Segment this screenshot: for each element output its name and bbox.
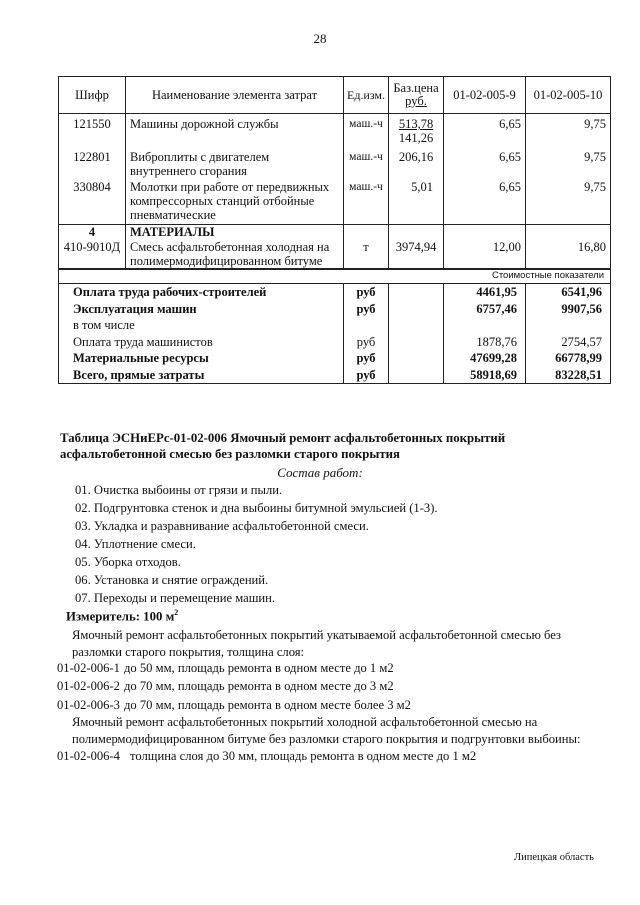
row-name: Молотки при работе от передвижных компрессорных станций отбойные пневматические: [126, 180, 344, 225]
row-name: Машины дорожной службы: [126, 114, 344, 150]
section-code: 4: [59, 225, 126, 240]
header-unit: Ед.изм.: [344, 77, 389, 114]
code-line: 01-02-006-3 до 70 мм, площадь ремонта в одном месте более 3 м2: [57, 697, 411, 712]
row-code: 122801: [59, 150, 126, 180]
work-item: 04. Уплотнение смеси.: [75, 537, 196, 551]
work-item: 05. Уборка отходов.: [75, 555, 181, 569]
summary-row: Эксплуатация машин руб 6757,46 9907,56: [59, 301, 611, 318]
row-code: 121550: [59, 114, 126, 150]
header-col-005-9: 01-02-005-9: [444, 77, 526, 114]
row-unit: маш.-ч: [344, 180, 389, 225]
row-unit: маш.-ч: [344, 114, 389, 150]
row-value-005-10: 9,75: [526, 114, 611, 150]
row-value-005-9: 6,65: [444, 180, 526, 225]
header-base-price: Баз.цена руб.: [389, 77, 444, 114]
works-title: Состав работ:: [277, 465, 363, 480]
work-item: 03. Укладка и разравнивание асфальтобетонной смеси.: [75, 519, 369, 533]
row-price: 206,16: [389, 150, 444, 180]
description-cold-mix: Ямочный ремонт асфальтобетонных покрытий холодной асфальтобетонной смесью на полимермодифицированном битуме без разломки старого покрытия и подгрунтовки выбоины:: [72, 715, 581, 746]
row-price: 513,78 141,26: [389, 114, 444, 150]
codes-list-2: [57, 747, 476, 765]
table-row: [59, 114, 611, 150]
work-item: 06. Установка и снятие ограждений.: [75, 573, 269, 587]
row-value-005-10: 16,80: [526, 240, 611, 270]
table-row: [59, 240, 611, 270]
work-item: 02. Подгрунтовка стенок и дна выбоины битумной эмульсией (1-3).: [75, 501, 438, 515]
work-item: 01. Очистка выбоины от грязи и пыли.: [75, 483, 283, 497]
summary-row: Материальные ресурсы руб 47699,28 66778,99: [59, 350, 611, 367]
resource-table: [58, 76, 611, 270]
section-row-materials: [59, 225, 611, 240]
code-line: 01-02-006-2 до 70 мм, площадь ремонта в одном месте до 3 м2: [57, 679, 394, 694]
summary-row-total: Всего, прямые затраты руб 58918,69 83228,51: [59, 367, 611, 384]
row-value-005-10: 9,75: [526, 150, 611, 180]
cost-caption: Стоимостные показатели: [59, 269, 611, 284]
summary-row: Оплата труда рабочих-строителей руб 4461,95 6541,96: [59, 284, 611, 301]
works-list: [75, 481, 438, 607]
page-number: 28: [313, 31, 327, 46]
footer-region: Липецкая область: [514, 852, 594, 863]
table-row: [59, 180, 611, 225]
row-code: 330804: [59, 180, 126, 225]
work-item: 07. Переходы и перемещение машин.: [75, 591, 276, 605]
row-value-005-9: 12,00: [444, 240, 526, 270]
row-unit: т: [344, 240, 389, 270]
row-value-005-9: 6,65: [444, 150, 526, 180]
row-unit: маш.-ч: [344, 150, 389, 180]
code-line: 01-02-006-4 толщина слоя до 30 мм, площадь ремонта в одном месте до 1 м2: [57, 749, 477, 763]
section-heading: Таблица ЭСНиЕРс-01-02-006 Ямочный ремонт асфальтобетонных покрытий асфальтобетонной смесью без разломки старого покрытия: [60, 431, 506, 461]
summary-row: Оплата труда машинистов руб 1878,76 2754,57: [59, 334, 611, 351]
row-name: Виброплиты с двигателем внутреннего сгорания: [126, 150, 344, 180]
cost-caption-row: [59, 269, 611, 284]
cost-summary-table: [58, 268, 611, 384]
header-col-005-10: 01-02-005-10: [526, 77, 611, 114]
header-name: Наименование элемента затрат: [126, 77, 344, 114]
meter-label: Измеритель: 100 $м^2$: [66, 608, 179, 624]
row-value-005-10: 9,75: [526, 180, 611, 225]
row-name: Смесь асфальтобетонная холодная на полимермодифицированном битуме: [126, 240, 344, 270]
row-price: 5,01: [389, 180, 444, 225]
table-header-row: [59, 77, 611, 114]
codes-list-1: [57, 659, 411, 714]
code-line: 01-02-006-1 до 50 мм, площадь ремонта в одном месте до 1 м2: [57, 661, 394, 675]
summary-row: в том числе: [59, 317, 611, 334]
description-rolled-mix: Ямочный ремонт асфальтобетонных покрытий укатываемой асфальтобетонной смесью без разломки старого покрытия, толщина слоя:: [72, 628, 561, 659]
section-title: МАТЕРИАЛЫ: [126, 225, 344, 240]
table-row: [59, 150, 611, 180]
row-price: 3974,94: [389, 240, 444, 270]
row-code: 410-9010Д: [59, 240, 126, 270]
row-value-005-9: 6,65: [444, 114, 526, 150]
header-code: Шифр: [59, 77, 126, 114]
